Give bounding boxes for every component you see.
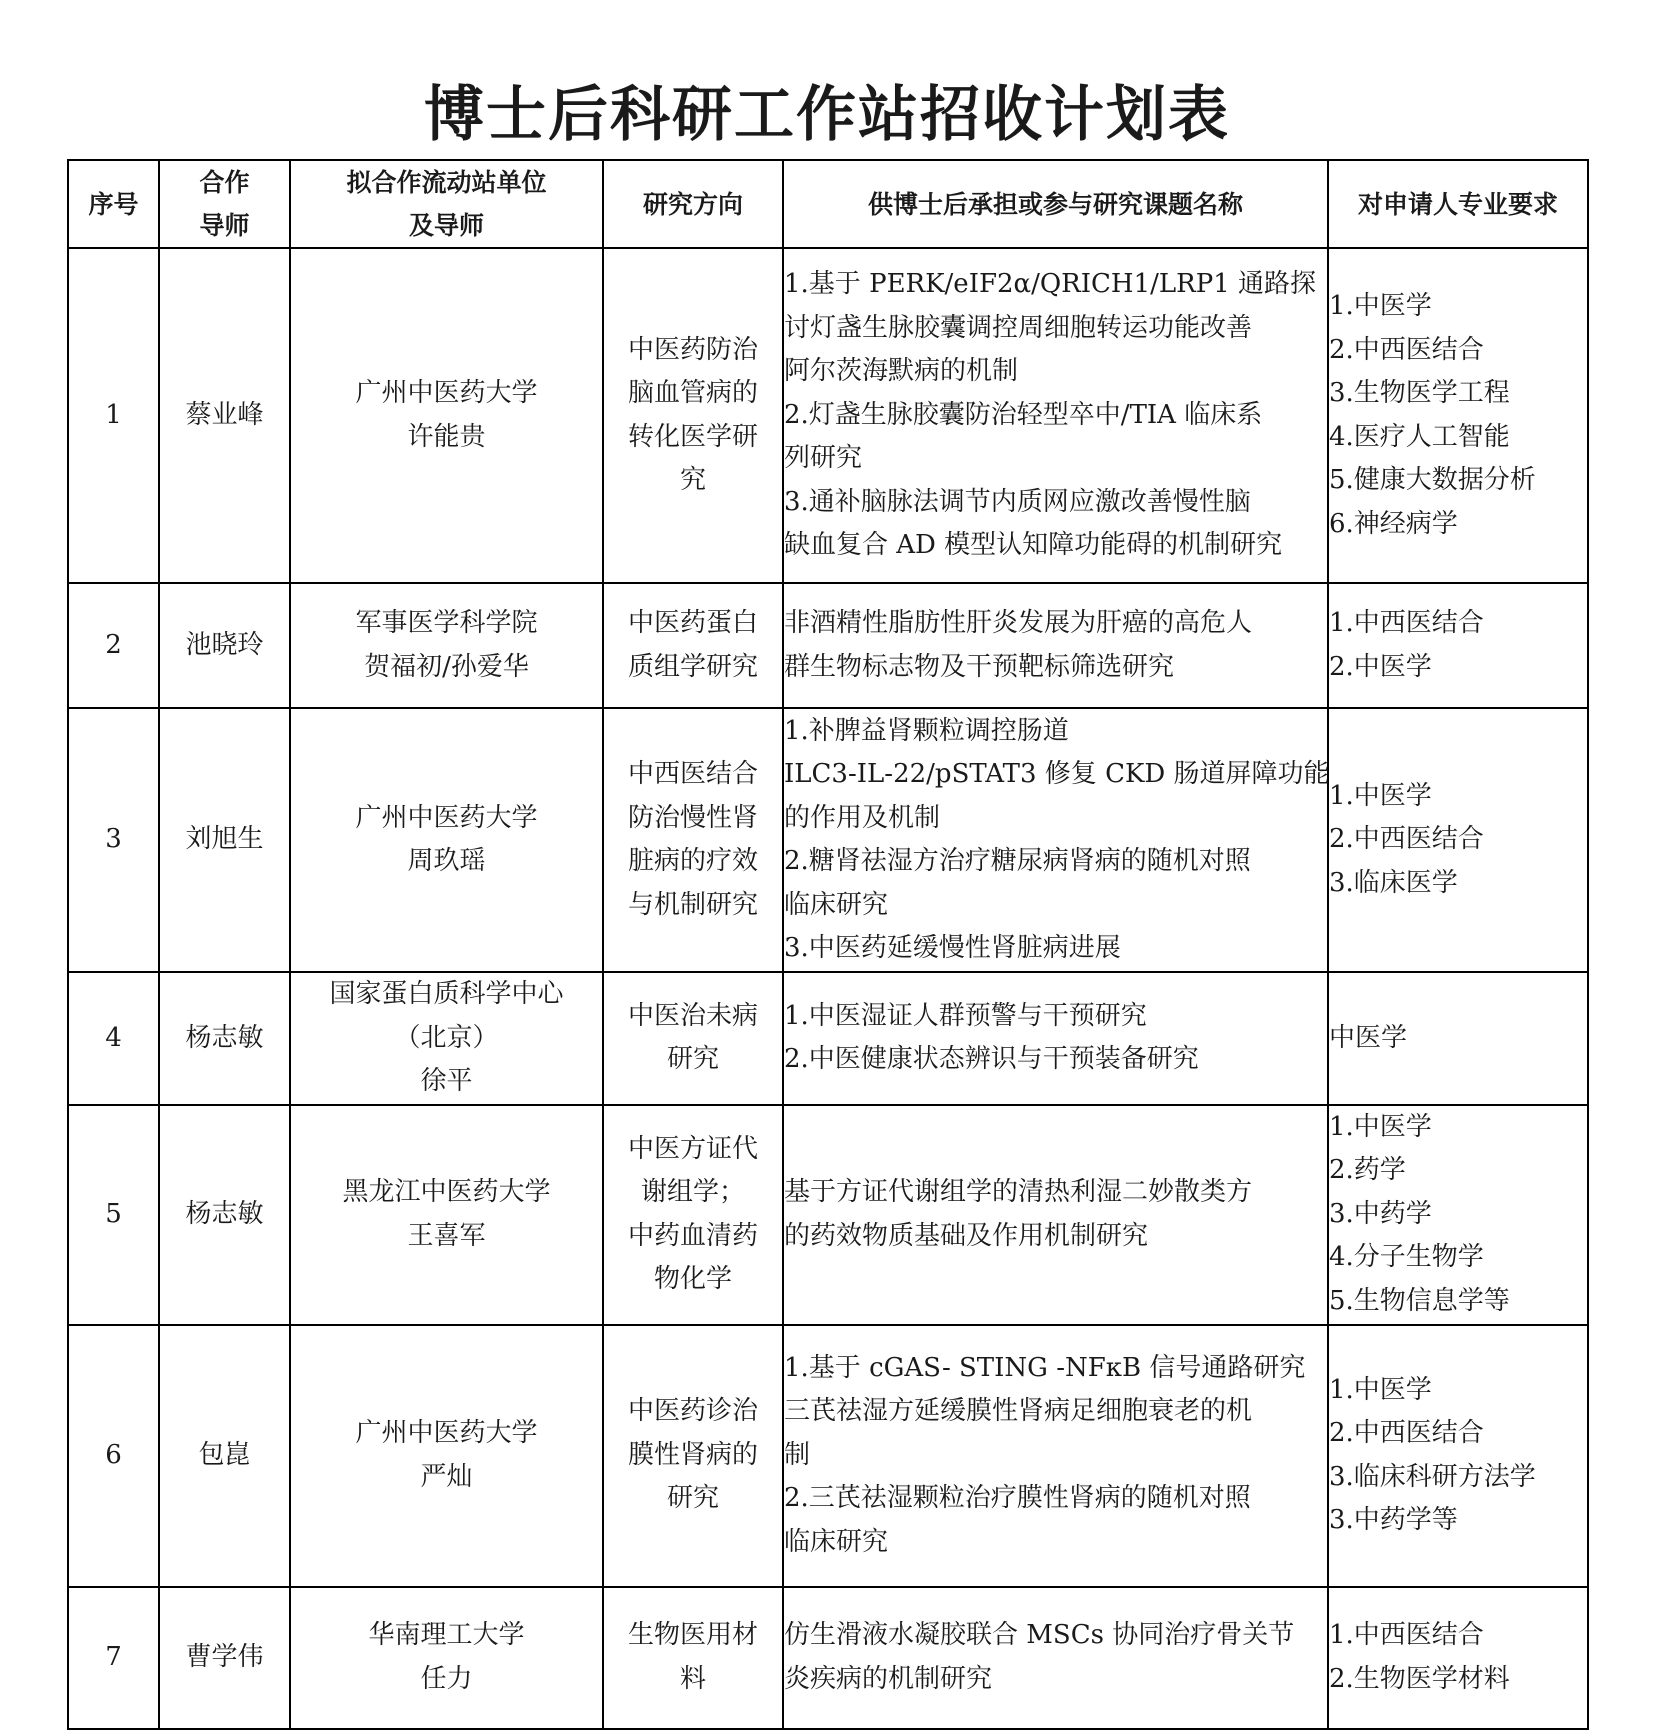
cell-mentor: 刘旭生: [159, 708, 290, 972]
cell-station: 国家蛋白质科学中心 （北京） 徐平: [290, 972, 603, 1105]
cell-requirements: 1.中西医结合 2.中医学: [1328, 583, 1588, 708]
table-row: [68, 1325, 1588, 1587]
cell-topics: 1.基于 PERK/eIF2α/QRICH1/LRP1 通路探 讨灯盏生脉胶囊调控周细胞转运功能改善 阿尔茨海默病的机制 2.灯盏生脉胶囊防治轻型卒中/TIA 临床系 列研究 3.通补脑脉法调节内质网应激改善慢性脑 缺血复合 AD 模型认知障功能碍的机制研究: [783, 248, 1328, 583]
cell-station: 广州中医药大学 许能贵: [290, 248, 603, 583]
cell-direction: 中医方证代 谢组学； 中药血清药 物化学: [603, 1105, 783, 1325]
cell-mentor: 蔡业峰: [159, 248, 290, 583]
cell-direction: 中西医结合 防治慢性肾 脏病的疗效 与机制研究: [603, 708, 783, 972]
cell-seq: 7: [68, 1587, 159, 1729]
cell-direction: 中医药防治 脑血管病的 转化医学研 究: [603, 248, 783, 583]
table-row: [68, 1587, 1588, 1729]
cell-requirements: 中医学: [1328, 972, 1588, 1105]
table-row: [68, 708, 1588, 972]
cell-direction: 中医药蛋白 质组学研究: [603, 583, 783, 708]
cell-seq: 3: [68, 708, 159, 972]
page-title: 博士后科研工作站招收计划表: [424, 80, 1230, 150]
cell-seq: 4: [68, 972, 159, 1105]
recruitment-plan-table: [67, 159, 1589, 1730]
cell-requirements: 1.中医学 2.中西医结合 3.生物医学工程 4.医疗人工智能 5.健康大数据分析 6.神经病学: [1328, 248, 1588, 583]
cell-seq: 1: [68, 248, 159, 583]
cell-topics: 1.中医湿证人群预警与干预研究 2.中医健康状态辨识与干预装备研究: [783, 972, 1328, 1105]
header-direction: 研究方向: [603, 160, 783, 248]
cell-requirements: 1.中西医结合 2.生物医学材料: [1328, 1587, 1588, 1729]
table-row: [68, 248, 1588, 583]
cell-station: 广州中医药大学 周玖瑶: [290, 708, 603, 972]
cell-mentor: 池晓玲: [159, 583, 290, 708]
header-requirements: 对申请人专业要求: [1328, 160, 1588, 248]
cell-topics: 1.补脾益肾颗粒调控肠道 ILC3-IL-22/pSTAT3 修复 CKD 肠道屏障功能 的作用及机制 2.糖肾祛湿方治疗糖尿病肾病的随机对照 临床研究 3.中医药延缓慢性肾脏病进展: [783, 708, 1328, 972]
header-topics: 供博士后承担或参与研究课题名称: [783, 160, 1328, 248]
header-mentor: 合作 导师: [159, 160, 290, 248]
cell-topics: 非酒精性脂肪性肝炎发展为肝癌的高危人 群生物标志物及干预靶标筛选研究: [783, 583, 1328, 708]
cell-topics: 仿生滑液水凝胶联合 MSCs 协同治疗骨关节 炎疾病的机制研究: [783, 1587, 1328, 1729]
cell-seq: 6: [68, 1325, 159, 1587]
cell-direction: 生物医用材 料: [603, 1587, 783, 1729]
cell-mentor: 杨志敏: [159, 972, 290, 1105]
header-seq: 序号: [68, 160, 159, 248]
cell-seq: 5: [68, 1105, 159, 1325]
cell-topics: 1.基于 cGAS- STING -NFκB 信号通路研究 三芪祛湿方延缓膜性肾病足细胞衰老的机 制 2.三芪祛湿颗粒治疗膜性肾病的随机对照 临床研究: [783, 1325, 1328, 1587]
cell-requirements: 1.中医学 2.中西医结合 3.临床科研方法学 3.中药学等: [1328, 1325, 1588, 1587]
cell-seq: 2: [68, 583, 159, 708]
table-row: [68, 583, 1588, 708]
cell-station: 军事医学科学院 贺福初/孙爱华: [290, 583, 603, 708]
header-station: 拟合作流动站单位 及导师: [290, 160, 603, 248]
cell-topics: 基于方证代谢组学的清热利湿二妙散类方 的药效物质基础及作用机制研究: [783, 1105, 1328, 1325]
cell-requirements: 1.中医学 2.中西医结合 3.临床医学: [1328, 708, 1588, 972]
table-row: [68, 1105, 1588, 1325]
table-row: [68, 972, 1588, 1105]
cell-mentor: 杨志敏: [159, 1105, 290, 1325]
header-row: [68, 160, 1588, 248]
cell-station: 华南理工大学 任力: [290, 1587, 603, 1729]
cell-station: 黑龙江中医药大学 王喜军: [290, 1105, 603, 1325]
cell-direction: 中医治未病 研究: [603, 972, 783, 1105]
cell-direction: 中医药诊治 膜性肾病的 研究: [603, 1325, 783, 1587]
cell-mentor: 包崑: [159, 1325, 290, 1587]
cell-station: 广州中医药大学 严灿: [290, 1325, 603, 1587]
cell-mentor: 曹学伟: [159, 1587, 290, 1729]
cell-requirements: 1.中医学 2.药学 3.中药学 4.分子生物学 5.生物信息学等: [1328, 1105, 1588, 1325]
